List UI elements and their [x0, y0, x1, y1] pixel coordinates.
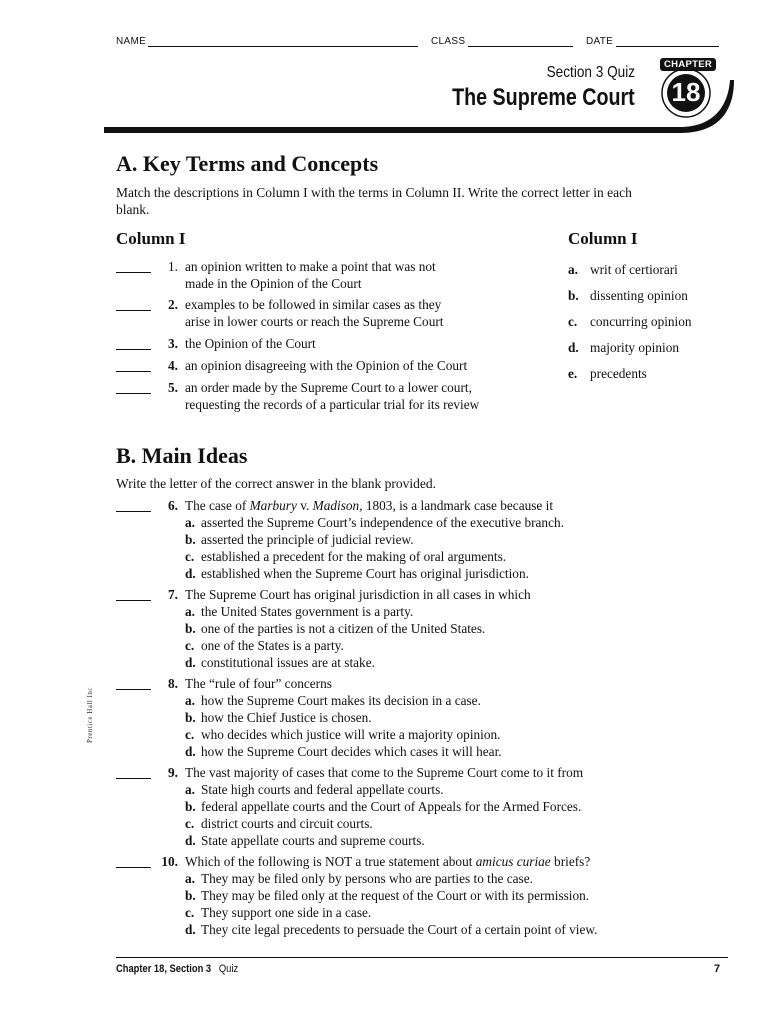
option: b. federal appellate courts and the Court of Appeals for the Armed Forces.	[185, 799, 582, 814]
question-options	[185, 692, 502, 760]
item-text: examples to be followed in similar cases as they arise in lower courts or reach the Supreme Court	[185, 297, 444, 329]
quiz-subtitle: Section 3 Quiz	[546, 64, 635, 81]
chapter-number: 18	[671, 77, 701, 107]
column-1-heading: Column I	[116, 229, 186, 248]
option: a. asserted the Supreme Court’s independence of the executive branch.	[185, 515, 564, 530]
option: d. State appellate courts and supreme courts.	[185, 833, 425, 848]
term-item: a. writ of certiorari	[568, 262, 678, 277]
section-a-instructions-2: blank.	[116, 202, 150, 217]
option: c. who decides which justice will write a majority opinion.	[185, 727, 501, 742]
option: c. one of the States is a party.	[185, 638, 344, 653]
page-title: The Supreme Court	[452, 84, 635, 111]
option: c. established a precedent for the making of oral arguments.	[185, 549, 507, 564]
question-number: 6.	[168, 498, 178, 513]
name-label: NAME	[116, 36, 147, 47]
option: d. established when the Supreme Court has original jurisdiction.	[185, 566, 529, 581]
section-a-heading: A. Key Terms and Concepts	[116, 151, 379, 176]
item-text: an order made by the Supreme Court to a lower court, requesting the records of a particular trial for its review	[185, 380, 480, 412]
section-b-heading: B. Main Ideas	[116, 443, 248, 468]
column-2-heading: Column I	[568, 229, 638, 248]
question-number: 7.	[168, 587, 178, 602]
footer-type: Quiz	[218, 963, 239, 975]
date-label: DATE	[586, 36, 614, 47]
chapter-badge	[657, 56, 719, 118]
term-item: b. dissenting opinion	[568, 288, 688, 303]
answer-blank[interactable]	[116, 867, 151, 868]
item-text: an opinion written to make a point that was not made in the Opinion of the Court	[185, 259, 436, 291]
question-stem: The case of Marbury v. Madison, 1803, is a landmark case because it	[185, 498, 554, 513]
footer-text	[116, 963, 238, 975]
question-stem: The vast majority of cases that come to the Supreme Court come to it from	[185, 765, 584, 780]
item-number: 4.	[168, 358, 178, 373]
answer-blank[interactable]	[116, 778, 151, 779]
option: b. one of the parties is not a citizen of the United States.	[185, 621, 486, 636]
term-item: e. precedents	[568, 366, 647, 381]
term-item: d. majority opinion	[568, 340, 680, 355]
question-stem: The Supreme Court has original jurisdiction in all cases in which	[185, 587, 531, 602]
question-options	[185, 870, 597, 938]
answer-blank[interactable]	[116, 600, 151, 601]
question-options	[185, 781, 581, 849]
item-number: 3.	[168, 336, 178, 351]
item-text: an opinion disagreeing with the Opinion of the Court	[185, 358, 468, 373]
question-number: 10.	[161, 854, 178, 869]
side-copyright: Prentice Hall Inc	[86, 687, 94, 743]
option: a. how the Supreme Court makes its decision in a case.	[185, 693, 481, 708]
answer-blank[interactable]	[116, 349, 151, 350]
item-number: 2.	[168, 297, 178, 312]
option: b. how the Chief Justice is chosen.	[185, 710, 372, 725]
question-number: 9.	[168, 765, 178, 780]
answer-blank[interactable]	[116, 511, 151, 512]
option: b. They may be filed only at the request of the Court or with its permission.	[185, 888, 590, 903]
question-stem: Which of the following is NOT a true statement about amicus curiae briefs?	[185, 854, 591, 869]
answer-blank[interactable]	[116, 393, 151, 394]
answer-blank[interactable]	[116, 371, 151, 372]
option: c. They support one side in a case.	[185, 905, 372, 920]
answer-blank[interactable]	[116, 310, 151, 311]
header-swoosh	[0, 0, 770, 150]
option: b. asserted the principle of judicial review.	[185, 532, 414, 547]
answer-blank[interactable]	[116, 272, 151, 273]
option: a. the United States government is a party.	[185, 604, 414, 619]
question-number: 8.	[168, 676, 178, 691]
section-b-instructions: Write the letter of the correct answer in the blank provided.	[116, 476, 436, 491]
footer-rule	[116, 957, 728, 958]
question-options	[185, 603, 485, 671]
option: a. State high courts and federal appellate courts.	[185, 782, 444, 797]
option: d. They cite legal precedents to persuade the Court of a certain point of view.	[185, 922, 598, 937]
footer-chapter-section: Chapter 18, Section 3	[116, 963, 212, 975]
option: d. how the Supreme Court decides which cases it will hear.	[185, 744, 502, 759]
question-stem: The “rule of four” concerns	[185, 676, 332, 691]
item-number: 5.	[168, 380, 178, 395]
page-number: 7	[714, 963, 721, 975]
item-number: 1.	[168, 259, 178, 274]
class-label: CLASS	[431, 36, 466, 47]
chapter-label: CHAPTER	[663, 59, 713, 70]
option: d. constitutional issues are at stake.	[185, 655, 375, 670]
question-options	[185, 514, 564, 582]
section-a-instructions-1: Match the descriptions in Column I with the terms in Column II. Write the correct letter in each	[116, 185, 632, 200]
option: c. district courts and circuit courts.	[185, 816, 373, 831]
term-item: c. concurring opinion	[568, 314, 692, 329]
option: a. They may be filed only by persons who are parties to the case.	[185, 871, 533, 886]
item-text: the Opinion of the Court	[185, 336, 316, 351]
answer-blank[interactable]	[116, 689, 151, 690]
